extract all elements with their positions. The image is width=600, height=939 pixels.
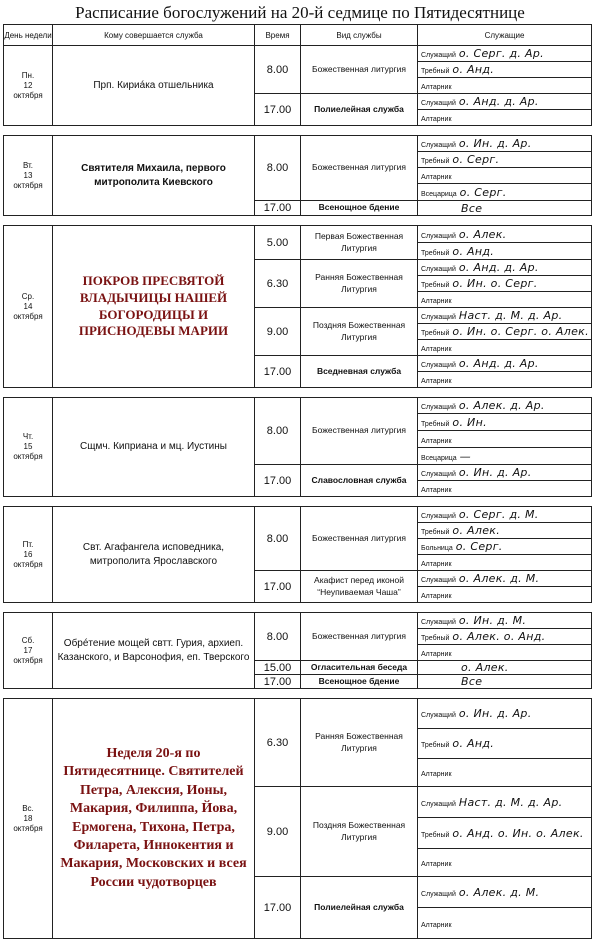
server-role: Алтарник <box>421 921 452 929</box>
server-line <box>418 877 592 908</box>
server-line <box>418 243 592 260</box>
server-line <box>418 759 592 787</box>
server-name-handwritten: о. Алек. д. М. <box>458 572 540 585</box>
day-day: Вт. <box>22 160 34 170</box>
saint-cell: Святителя Михаила, первого митрополита Киевского <box>53 136 255 216</box>
server-line <box>418 110 592 126</box>
schedule-row <box>4 699 592 729</box>
server-line <box>418 78 592 94</box>
server-line <box>418 507 592 523</box>
server-name-handwritten: о. Алек. <box>452 524 501 537</box>
service-time: 17.00 <box>255 356 301 388</box>
server-line <box>418 818 592 849</box>
header-servers: Служащие <box>418 25 592 46</box>
day-date: 18 <box>23 813 33 823</box>
server-line <box>418 260 592 276</box>
server-name-handwritten: о. Алек. о. Анд. <box>452 630 546 643</box>
server-role: Требный <box>421 831 450 839</box>
service-time: 8.00 <box>255 613 301 661</box>
server-line <box>418 675 592 689</box>
server-role: Требный <box>421 330 450 337</box>
server-name-handwritten: о. Серг. <box>459 185 507 199</box>
service-time: 17.00 <box>255 465 301 497</box>
server-role: Алтарник <box>421 378 452 385</box>
server-line <box>418 481 592 497</box>
server-name-handwritten: о. Серг. д. Ар. <box>458 47 544 60</box>
header-saint: Кому совершается служба <box>53 25 255 46</box>
server-role: Требный <box>421 635 450 642</box>
schedule-row <box>4 46 592 62</box>
service-kind: Божественная литургия <box>301 136 418 201</box>
server-line <box>418 201 592 216</box>
server-name-handwritten: о. Анд. <box>452 737 495 750</box>
day-date: 14 <box>23 301 33 311</box>
server-line <box>418 587 592 603</box>
server-line <box>418 645 592 661</box>
service-kind: Божественная литургия <box>301 613 418 661</box>
server-name-handwritten: Все <box>461 201 483 215</box>
server-role: Алтарник <box>421 84 452 91</box>
server-role: Требный <box>421 282 450 289</box>
server-role: Служащий <box>421 232 456 240</box>
schedule-row <box>4 507 592 523</box>
server-name-handwritten: Наст. д. М. д. Ар. <box>458 795 563 809</box>
server-name-handwritten: — <box>459 449 471 463</box>
server-role: Алтарник <box>421 346 452 353</box>
day-separator <box>4 216 592 226</box>
day-cell <box>4 699 53 939</box>
service-kind: Огласительная беседа <box>301 661 418 675</box>
schedule-row <box>4 136 592 152</box>
day-cell <box>4 46 53 126</box>
schedule-row <box>4 398 592 414</box>
server-line <box>418 908 592 939</box>
server-line <box>418 613 592 629</box>
service-kind: Божественная литургия <box>301 507 418 571</box>
server-role: Служащий <box>421 404 456 411</box>
service-kind: Полиелейная служба <box>301 877 418 939</box>
server-line <box>418 448 592 465</box>
day-month: октября <box>13 655 43 665</box>
server-name-handwritten: о. Анд. д. Ар. <box>458 261 539 274</box>
server-line <box>418 292 592 308</box>
server-line <box>418 571 592 587</box>
server-role: Требный <box>421 158 450 165</box>
server-role: Алтарник <box>421 561 452 568</box>
day-separator-cell <box>4 216 592 226</box>
server-role: Всецарица <box>421 454 457 462</box>
saint-cell: Обрéтение мощей свтт. Гурия, архиеп. Казанского, и Варсонофия, еп. Тверского <box>53 613 255 689</box>
schedule-table <box>3 24 592 939</box>
day-month: октября <box>13 90 43 100</box>
service-time: 6.30 <box>255 699 301 787</box>
server-line <box>418 729 592 759</box>
server-role: Служащий <box>421 619 456 626</box>
schedule-row <box>4 226 592 243</box>
day-cell <box>4 136 53 216</box>
service-time: 8.00 <box>255 136 301 201</box>
page-title: Расписание богослужений на 20-й седмице по Пятидесятнице <box>75 3 525 22</box>
server-name-handwritten: о. Ин. д. Ар. <box>458 707 532 720</box>
server-role: Служащий <box>421 471 456 478</box>
server-line <box>418 94 592 110</box>
service-kind: Божественная литургия <box>301 398 418 465</box>
server-role: Служащий <box>421 577 456 584</box>
service-kind: Ранняя Божественная Литургия <box>301 699 418 787</box>
server-line <box>418 356 592 372</box>
server-line <box>418 340 592 356</box>
day-separator-cell <box>4 603 592 613</box>
server-line <box>418 136 592 152</box>
day-separator-cell <box>4 689 592 699</box>
day-separator <box>4 497 592 507</box>
day-month: октября <box>13 311 43 321</box>
server-line <box>418 372 592 388</box>
server-role: Алтарник <box>421 593 452 600</box>
server-line <box>418 661 592 675</box>
server-role: Служащий <box>421 890 456 898</box>
server-role: Алтарник <box>421 771 452 778</box>
server-name-handwritten: о. Ин. д. Ар. <box>458 466 532 479</box>
service-time: 17.00 <box>255 201 301 216</box>
saint-cell: Прп. Кириáка отшельника <box>53 46 255 126</box>
service-time: 17.00 <box>255 675 301 689</box>
server-role: Всецарица <box>421 190 457 198</box>
server-role: Требный <box>421 420 450 428</box>
service-kind: Первая Божественная Литургия <box>301 226 418 260</box>
day-separator-cell <box>4 126 592 136</box>
day-day: Пт. <box>22 539 34 549</box>
server-line <box>418 308 592 324</box>
server-line <box>418 276 592 292</box>
day-date: 16 <box>23 549 33 559</box>
server-name-handwritten: о. Ин. д. Ар. <box>458 137 532 150</box>
service-kind: Поздняя Божественная Литургия <box>301 308 418 356</box>
server-name-handwritten: о. Ин. д. М. <box>458 614 527 627</box>
server-line <box>418 62 592 78</box>
day-date: 13 <box>23 170 33 180</box>
day-cell <box>4 507 53 603</box>
header-kind: Вид службы <box>301 25 418 46</box>
day-day: Сб. <box>21 635 35 645</box>
server-name-handwritten: о. Анд. о. Ин. о. Алек. <box>452 826 584 840</box>
service-time: 15.00 <box>255 661 301 675</box>
day-day: Пн. <box>21 70 35 80</box>
server-name-handwritten: о. Серг. <box>452 153 500 166</box>
service-kind: Акафист перед иконой “Неупиваемая Чаша” <box>301 571 418 603</box>
server-line <box>418 168 592 184</box>
day-day: Ср. <box>21 291 35 301</box>
day-cell <box>4 613 53 689</box>
saint-cell: Свт. Агафангела исповедника, митрополита Ярославского <box>53 507 255 603</box>
server-line <box>418 465 592 481</box>
service-kind: Полиелейная служба <box>301 94 418 126</box>
server-name-handwritten: о. Серг. <box>455 540 503 553</box>
day-separator-cell <box>4 388 592 398</box>
server-role: Служащий <box>421 362 456 369</box>
server-role: Алтарник <box>421 487 452 494</box>
server-name-handwritten: о. Алек. <box>458 227 507 241</box>
server-name-handwritten: о. Алек. <box>461 661 509 674</box>
server-role: Служащий <box>421 266 456 273</box>
day-date: 15 <box>23 442 33 451</box>
server-role: Алтарник <box>421 174 452 181</box>
day-month: октября <box>13 180 43 190</box>
day-month: октября <box>13 559 43 569</box>
server-line <box>418 152 592 168</box>
server-name-handwritten: о. Ин. <box>452 415 487 429</box>
server-role: Алтарник <box>421 437 452 445</box>
server-role: Служащий <box>421 800 456 808</box>
day-separator-cell <box>4 497 592 507</box>
server-name-handwritten: о. Анд. д. Ар. <box>458 95 539 108</box>
server-line <box>418 699 592 729</box>
server-role: Алтарник <box>421 116 452 123</box>
server-role: Алтарник <box>421 298 452 305</box>
server-role: Требный <box>421 249 450 257</box>
server-line <box>418 46 592 62</box>
server-role: Служащий <box>421 52 456 59</box>
server-line <box>418 787 592 818</box>
server-line <box>418 539 592 555</box>
server-line <box>418 849 592 877</box>
server-line <box>418 523 592 539</box>
service-kind: Поздняя Божественная Литургия <box>301 787 418 877</box>
server-line <box>418 184 592 201</box>
service-time: 8.00 <box>255 46 301 94</box>
server-role: Служащий <box>421 100 456 107</box>
server-name-handwritten: Все <box>461 675 483 688</box>
server-line <box>418 324 592 340</box>
service-kind: Всенощное бдение <box>301 675 418 689</box>
service-time: 17.00 <box>255 571 301 603</box>
day-separator <box>4 603 592 613</box>
server-line <box>418 398 592 414</box>
day-separator <box>4 388 592 398</box>
day-day: Чт. <box>22 432 34 441</box>
server-role: Требный <box>421 529 450 536</box>
server-role: Служащий <box>421 513 456 520</box>
saint-cell: Неделя 20-я по Пятидесятнице. Святителей Петра, Алексия, Ионы, Макария, Филиппа, Йова, Ермогена, Тихона, Петра, Филарета, Иннокентия и Макария, Московских и всея России чудотворцев <box>53 699 255 939</box>
day-separator <box>4 126 592 136</box>
server-role: Требный <box>421 742 450 749</box>
server-role: Служащий <box>421 314 456 321</box>
server-role: Требный <box>421 68 450 75</box>
service-time: 17.00 <box>255 877 301 939</box>
service-time: 9.00 <box>255 787 301 877</box>
server-line <box>418 431 592 448</box>
server-role: Алтарник <box>421 861 452 868</box>
server-role: Алтарник <box>421 651 452 658</box>
service-time: 8.00 <box>255 398 301 465</box>
day-date: 17 <box>23 645 33 655</box>
schedule-row <box>4 613 592 629</box>
day-separator <box>4 689 592 699</box>
service-kind: Всенощное бдение <box>301 201 418 216</box>
service-time: 17.00 <box>255 94 301 126</box>
service-kind: Божественная литургия <box>301 46 418 94</box>
server-name-handwritten: Наст. д. М. д. Ар. <box>458 309 563 322</box>
server-role: Служащий <box>421 142 456 149</box>
day-month: октября <box>13 452 43 461</box>
saint-cell: ПОКРОВ ПРЕСВЯТОЙ ВЛАДЫЧИЦЫ НАШЕЙ БОГОРОДИЦЫ И ПРИСНОДЕВЫ МАРИИ <box>53 226 255 388</box>
server-line <box>418 555 592 571</box>
day-cell <box>4 398 53 497</box>
server-name-handwritten: о. Ин. о. Серг. <box>452 277 538 290</box>
server-line <box>418 226 592 243</box>
server-line <box>418 629 592 645</box>
service-time: 9.00 <box>255 308 301 356</box>
server-name-handwritten: о. Анд. <box>452 63 495 76</box>
day-date: 12 <box>23 80 33 90</box>
server-line <box>418 414 592 431</box>
service-time: 5.00 <box>255 226 301 260</box>
server-role: Служащий <box>421 712 456 719</box>
server-role: Больница <box>421 545 453 552</box>
service-time: 8.00 <box>255 507 301 571</box>
service-kind: Славословная служба <box>301 465 418 497</box>
day-day: Вс. <box>22 803 34 813</box>
day-cell <box>4 226 53 388</box>
server-name-handwritten: о. Алек. д. Ар. <box>458 399 545 412</box>
server-name-handwritten: о. Анд. д. Ар. <box>458 357 539 370</box>
header-day: День недели <box>4 25 53 46</box>
saint-cell: Сщмч. Киприана и мц. Иустины <box>53 398 255 497</box>
header-row <box>4 25 592 46</box>
service-time: 6.30 <box>255 260 301 308</box>
server-name-handwritten: о. Алек. д. М. <box>458 885 540 899</box>
header-time: Время <box>255 25 301 46</box>
service-kind: Вседневная служба <box>301 356 418 388</box>
server-name-handwritten: о. Серг. д. М. <box>458 508 539 521</box>
day-month: октября <box>13 823 43 833</box>
service-kind: Ранняя Божественная Литургия <box>301 260 418 308</box>
server-name-handwritten: о. Анд. <box>452 244 495 258</box>
server-name-handwritten: о. Ин. о. Серг. о. Алек. <box>452 325 589 338</box>
